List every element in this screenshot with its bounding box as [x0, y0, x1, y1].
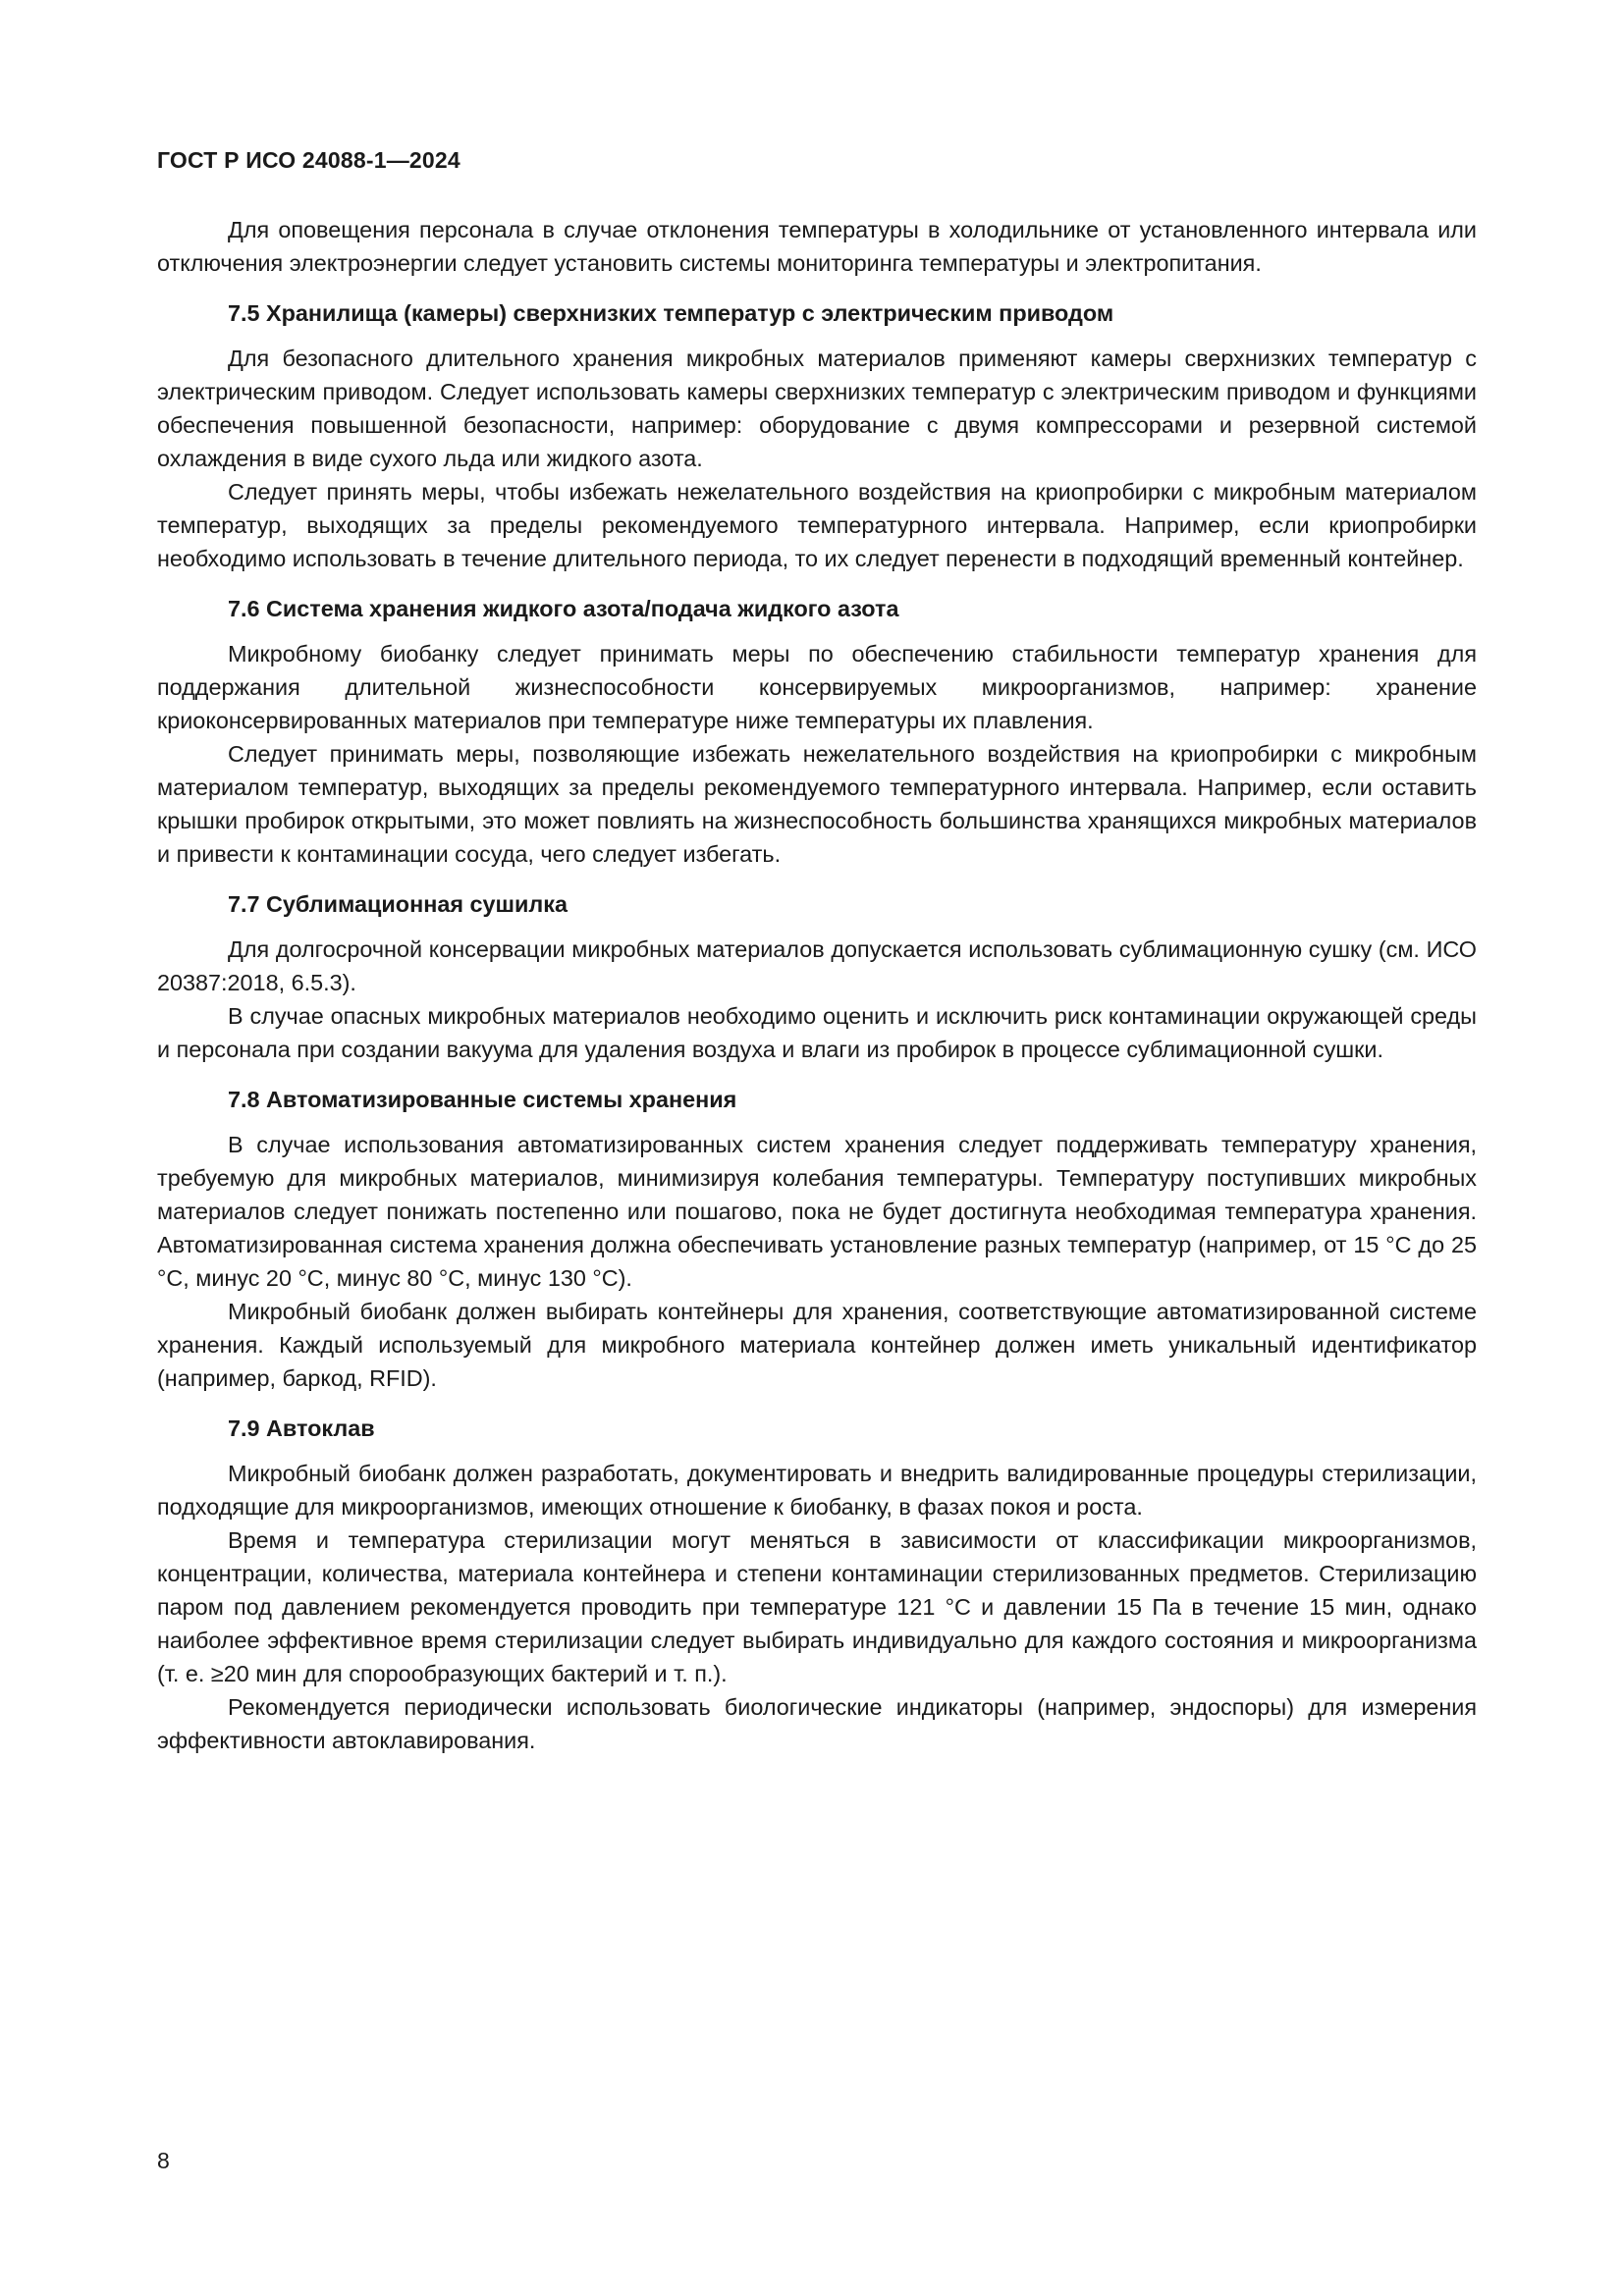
intro-paragraph: Для оповещения персонала в случае отклонения температуры в холодильнике от установленного интервала или отключения электроэнергии следует установить системы мониторинга температуры и электропитания.	[157, 217, 1477, 276]
paragraph: В случае использования автоматизированных систем хранения следует поддерживать температуру хранения, требуемую для микробных материалов, минимизируя колебания температуры. Температуру поступивших микробных материалов следует понижать постепенно или пошагово, пока не будет достигнута необходимая температура хранения. Автоматизированная система хранения должна обеспечивать установление разных температур (например, от 15 °С до 25 °С, минус 20 °С, минус 80 °С, минус 130 °С).	[157, 1132, 1477, 1291]
section-heading: 7.7 Сублимационная сушилка	[228, 891, 568, 917]
paragraph: Для безопасного длительного хранения микробных материалов применяют камеры сверхнизких температур с электрическим приводом. Следует использовать камеры сверхнизких температур с электрическим приводом и функциями обеспечения повышенной безопасности, например: оборудование с двумя компрессорами и резервной системой охлаждения в виде сухого льда или жидкого азота.	[157, 346, 1477, 471]
section-7-5	[157, 296, 1477, 575]
document-page	[157, 147, 1477, 1757]
paragraph: Следует принимать меры, позволяющие избежать нежелательного воздействия на криопробирки с микробным материалом температур, выходящих за пределы рекомендуемого температурного интервала. Например, если оставить крышки пробирок открытыми, это может повлиять на жизнеспособность большинства хранящихся микробных материалов и привести к контаминации сосуда, чего следует избегать.	[157, 741, 1477, 867]
section-heading: 7.6 Система хранения жидкого азота/подача жидкого азота	[228, 596, 899, 621]
paragraph: В случае опасных микробных материалов необходимо оценить и исключить риск контаминации окружающей среды и персонала при создании вакуума для удаления воздуха и влаги из пробирок в процессе сублимационной сушки.	[157, 1003, 1477, 1062]
paragraph: Следует принять меры, чтобы избежать нежелательного воздействия на криопробирки с микробным материалом температур, выходящих за пределы рекомендуемого температурного интервала. Например, если криопробирки необходимо использовать в течение длительного периода, то их следует перенести в подходящий временный контейнер.	[157, 479, 1477, 571]
paragraph: Микробный биобанк должен выбирать контейнеры для хранения, соответствующие автоматизированной системе хранения. Каждый используемый для микробного материала контейнер должен иметь уникальный идентификатор (например, баркод, RFID).	[157, 1299, 1477, 1391]
paragraph: Микробному биобанку следует принимать меры по обеспечению стабильности температур хранения для поддержания длительной жизнеспособности консервируемых микроорганизмов, например: хранение криоконсервированных материалов при температуре ниже температуры их плавления.	[157, 641, 1477, 733]
section-7-6	[157, 592, 1477, 871]
paragraph: Рекомендуется периодически использовать биологические индикаторы (например, эндоспоры) для измерения эффективности автоклавирования.	[157, 1694, 1477, 1753]
paragraph: Для долгосрочной консервации микробных материалов допускается использовать сублимационную сушку (см. ИСО 20387:2018, 6.5.3).	[157, 936, 1477, 995]
section-7-9	[157, 1412, 1477, 1757]
section-heading: 7.8 Автоматизированные системы хранения	[228, 1087, 737, 1112]
page-number: 8	[157, 2148, 170, 2173]
paragraph: Микробный биобанк должен разработать, документировать и внедрить валидированные процедуры стерилизации, подходящие для микроорганизмов, имеющих отношение к биобанку, в фазах покоя и роста.	[157, 1461, 1477, 1520]
document-code-header: ГОСТ Р ИСО 24088-1—2024	[157, 147, 460, 173]
section-heading: 7.9 Автоклав	[228, 1415, 375, 1441]
section-7-7	[157, 887, 1477, 1066]
paragraph: Время и температура стерилизации могут меняться в зависимости от классификации микроорганизмов, концентрации, количества, материала контейнера и степени контаминации стерилизованных предметов. Стерилизацию паром под давлением рекомендуется проводить при температуре 121 °С и давлении 15 Па в течение 15 мин, однако наиболее эффективное время стерилизации следует выбирать индивидуально для каждого состояния и микроорганизма (т. е. ≥20 мин для спорообразующих бактерий и т. п.).	[157, 1527, 1477, 1686]
section-heading: 7.5 Хранилища (камеры) сверхнизких температур с электрическим приводом	[228, 300, 1114, 326]
section-7-8	[157, 1083, 1477, 1395]
